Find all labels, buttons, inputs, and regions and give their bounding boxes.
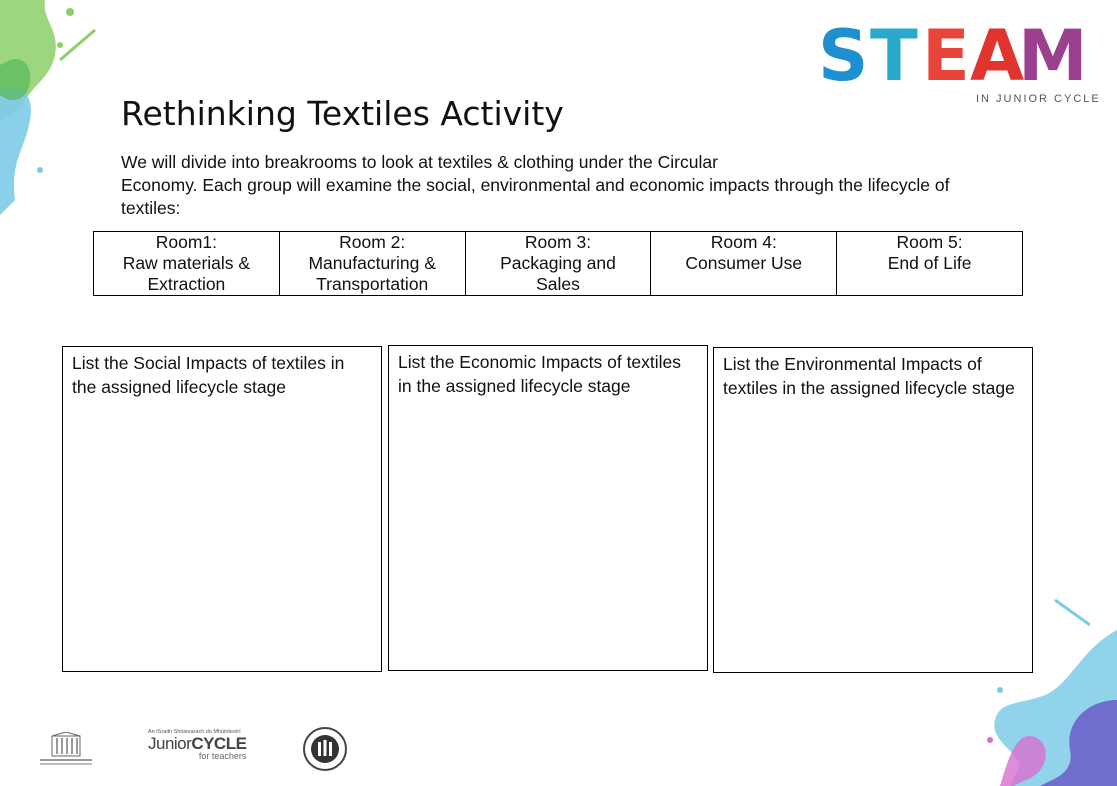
room-cell-1 <box>94 232 280 296</box>
economic-impacts-box[interactable] <box>388 345 708 671</box>
round-seal-logo-icon <box>302 726 348 772</box>
logo-tagline: IN JUNIOR CYCLE <box>976 93 1101 105</box>
jc-cycle-text: CYCLE <box>191 734 247 753</box>
government-building-icon <box>40 732 92 768</box>
room-stage: Sales <box>536 274 580 294</box>
page-title: Rethinking Textiles Activity <box>121 94 564 133</box>
room-stage: Packaging and <box>500 253 616 273</box>
environmental-impacts-prompt: List the Environmental Impacts of textiles in the assigned lifecycle stage <box>723 354 1015 398</box>
room-name: Room 4: <box>710 232 777 252</box>
jc-irish-text: An tSraith Shóisearach do Mhúinteoirí <box>148 729 241 735</box>
logo-letter-t: T <box>870 22 918 92</box>
intro-line: We will divide into breakrooms to look at textiles & clothing under the Circular <box>121 152 718 172</box>
room-cell-4 <box>651 232 837 296</box>
room-name: Room 2: <box>339 232 406 252</box>
room-name: Room1: <box>155 232 218 252</box>
logo-letter-s: S <box>818 22 869 92</box>
room-stage: Consumer Use <box>685 253 803 273</box>
room-stage: Transportation <box>316 274 429 294</box>
room-stage: End of Life <box>887 253 972 273</box>
social-impacts-box[interactable] <box>62 346 382 672</box>
room-cell-2 <box>279 232 465 296</box>
jc-for-teachers-text: for teachers <box>198 751 247 761</box>
logo-letter-m: M <box>1018 22 1088 92</box>
social-impacts-prompt: List the Social Impacts of textiles in the assigned lifecycle stage <box>72 353 345 397</box>
room-cell-5 <box>837 232 1023 296</box>
economic-impacts-prompt: List the Economic Impacts of textiles in the assigned lifecycle stage <box>398 352 682 396</box>
intro-text <box>121 151 1041 220</box>
intro-line: Economy. Each group will examine the social, environmental and economic impacts through the lifecycle of <box>121 175 950 195</box>
room-name: Room 5: <box>896 232 963 252</box>
junior-cycle-logo <box>148 729 246 761</box>
logo-letter-a: A <box>970 22 1025 92</box>
jc-junior-text: Junior <box>148 734 192 753</box>
room-cell-3 <box>465 232 651 296</box>
room-stage: Raw materials & <box>122 253 251 273</box>
environmental-impacts-box[interactable] <box>713 347 1033 673</box>
room-stage: Extraction <box>147 274 226 294</box>
rooms-table <box>93 231 1023 296</box>
paint-splash-top-left <box>0 0 110 220</box>
intro-line: textiles: <box>121 198 181 218</box>
logo-letter-e: E <box>922 22 970 92</box>
room-stage: Manufacturing & <box>308 253 436 273</box>
room-name: Room 3: <box>524 232 592 252</box>
